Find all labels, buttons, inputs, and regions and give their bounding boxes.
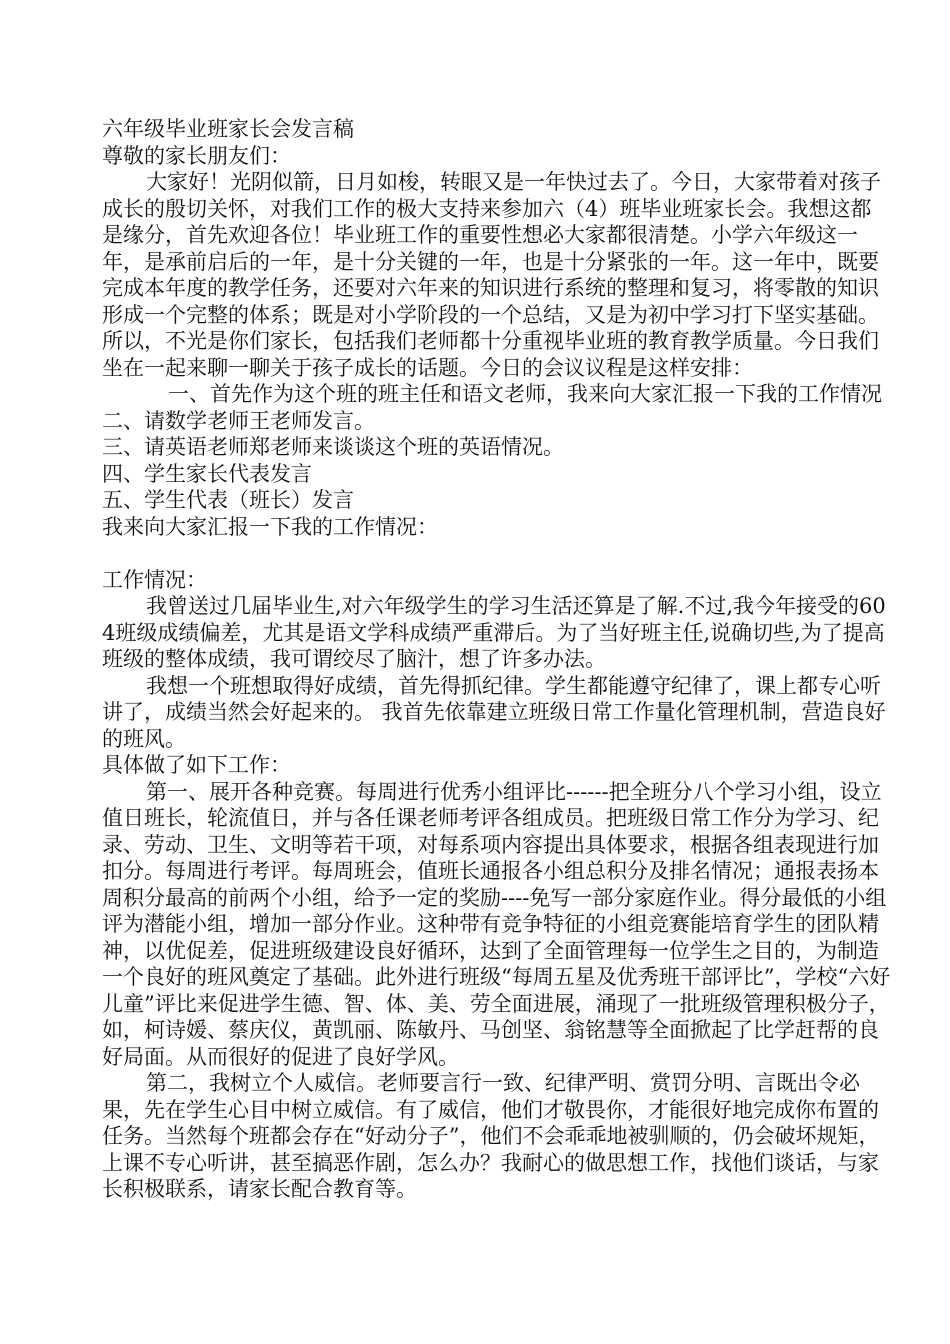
work-paragraph-5: 第二，我树立个人威信。老师要言行一致、纪律严明、赏罚分明、言既出令必果，先在学生心目中树立威信。有了威信，他们才敬畏你，才能很好地完成你布置的任务。当然每个班都会存在“好动分子”，他们不会乖乖地被驯顺的，仍会破坏规矩，上课不专心听讲，甚至搞恶作剧，怎么办？我耐心的做思想工作，找他们谈话，与家长积极联系，请家长配合教育等。 bbox=[102, 1071, 880, 1201]
work-paragraph-4: 第一、展开各种竞赛。每周进行优秀小组评比------把全班分八个学习小组，设立值日班长，轮流值日，并与各任课老师考评各组成员。把班级日常工作分为学习、纪录、劳动、卫生、文明等若干项，对每系项内容提出具体要求，根据各组表现进行加扣分。每周进行考评。每周班会，值班长通报各小组总积分及排名情况；通报表扬本周积分最高的前两个小组，给予一定的奖励----免写一部分家庭作业。得分最低的小组评为潜能小组，增加一部分作业。这种带有竞争特征的小组竞赛能培育学生的团队精神，以优促差，促进班级建设良好循环，达到了全面管理每一位学生之目的，为制造一个良好的班风奠定了基础。此外进行班级“每周五星及优秀班干部评比”，学校“六好儿童”评比来促进学生德、智、体、美、劳全面进展，涌现了一批班级管理积极分子，如，柯诗媛、蔡庆仪，黄凯丽、陈敏丹、马创坚、翁铭慧等全面掀起了比学赶帮的良好局面。从而很好的促进了良好学风。 bbox=[102, 779, 891, 1069]
blank-line bbox=[102, 540, 892, 567]
agenda-item-5: 五、学生代表（班长）发言 bbox=[102, 488, 354, 512]
report-intro: 我来向大家汇报一下我的工作情况： bbox=[102, 514, 438, 539]
agenda-item-1: 一、首先作为这个班的班主任和语文老师，我来向大家汇报一下我的工作情况 bbox=[168, 382, 882, 406]
work-paragraph-1: 我曾送过几届毕业生,对六年级学生的学习生活还算是了解.不过,我今年接受的604班级成绩偏差，尤其是语文学科成绩严重滞后。为了当好班主任,说确切些,为了提高班级的整体成绩，我可谓绞尽了脑汁，想了许多办法。 bbox=[102, 594, 886, 671]
agenda-item-3: 三、请英语老师郑老师来谈谈这个班的英语情况。 bbox=[102, 435, 564, 459]
agenda-item-2: 二、请数学老师王老师发言。 bbox=[102, 408, 375, 433]
document-title: 六年级毕业班家长会发言稿 bbox=[102, 117, 354, 141]
work-heading: 工作情况： bbox=[102, 567, 207, 592]
work-paragraph-2: 我想一个班想取得好成绩，首先得抓纪律。学生都能遵守纪律了，课上都专心听讲了，成绩当然会好起来的。 我首先依靠建立班级日常工作量化管理机制，营造良好的班风。 bbox=[102, 673, 886, 751]
intro-paragraph: 大家好！光阴似箭，日月如梭，转眼又是一年快过去了。今日，大家带着对孩子成长的殷切关怀，对我们工作的极大支持来参加六（4）班毕业班家长会。我想这都是缘分，首先欢迎各位！毕业班工作的重要性想必大家都很清楚。小学六年级这一年，是承前启后的一年，是十分关键的一年，也是十分紧张的一年。这一年中，既要完成本年度的教学任务，还要对六年来的知识进行系统的整理和复习，将零散的知识形成一个完整的体系；既是对小学阶段的一个总结，又是为初中学习打下坚实基础。所以，不光是你们家长，包括我们老师都十分重视毕业班的教育教学质量。今日我们坐在一起来聊一聊关于孩子成长的话题。今日的会议议程是这样安排： bbox=[102, 170, 881, 380]
work-paragraph-3: 具体做了如下工作： bbox=[102, 753, 291, 777]
document-body bbox=[102, 116, 892, 1203]
greeting: 尊敬的家长朋友们： bbox=[102, 143, 291, 168]
agenda-item-4: 四、学生家长代表发言 bbox=[102, 461, 312, 486]
